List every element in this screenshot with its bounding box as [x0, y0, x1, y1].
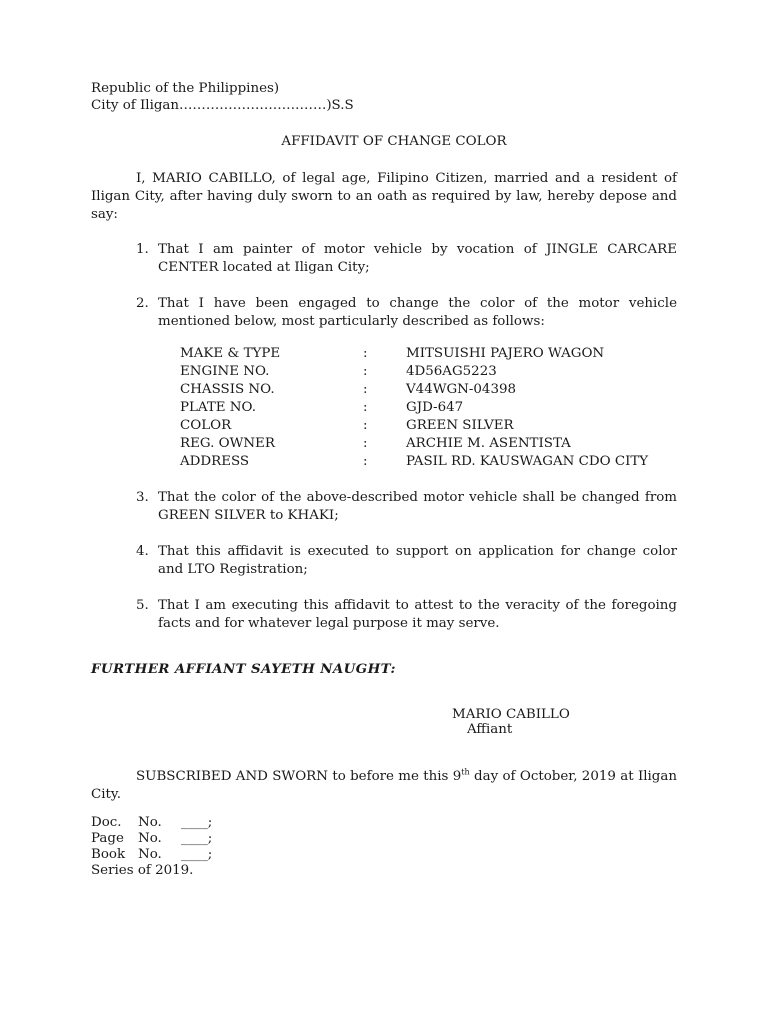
vehicle-label: PLATE NO. [180, 400, 256, 415]
further-affiant-heading: FURTHER AFFIANT SAYETH NAUGHT: [91, 661, 396, 677]
notary-row-label: Doc. [91, 815, 122, 830]
item-number: 1. [136, 242, 149, 257]
vehicle-label: ENGINE NO. [180, 364, 270, 379]
item-text: That I have been engaged to change the color of the motor vehicle mentioned below, most particularly described as follows: [158, 296, 677, 329]
vehicle-value: V44WGN-04398 [406, 382, 517, 397]
header-city: City of Iligan……………………………)S.S [91, 98, 354, 113]
vehicle-label: COLOR [180, 418, 232, 433]
vehicle-row [180, 417, 648, 435]
document-title: AFFIDAVIT OF CHANGE COLOR [281, 134, 507, 149]
vehicle-value: ARCHIE M. ASENTISTA [406, 436, 571, 451]
list-item [136, 241, 677, 277]
jurat-paragraph [91, 768, 677, 804]
vehicle-label: CHASSIS NO. [180, 382, 275, 397]
item-number: 4. [136, 544, 149, 559]
list-item [136, 295, 677, 331]
notary-row-label: Page [91, 831, 124, 846]
item-text: That this affidavit is executed to support on application for change color and LTO Registration; [158, 544, 677, 577]
vehicle-separator: : [363, 364, 368, 379]
affiant-name: MARIO CABILLO [452, 707, 570, 722]
vehicle-label: ADDRESS [180, 454, 250, 469]
item-number: 3. [136, 490, 149, 505]
vehicle-row [180, 435, 648, 453]
vehicle-row [180, 363, 648, 381]
item-text: That the color of the above-described motor vehicle shall be changed from GREEN SILVER to KHAKI; [158, 490, 677, 523]
vehicle-separator: : [363, 454, 368, 469]
vehicle-details-table [180, 345, 648, 471]
notary-row-no: No. [138, 831, 162, 846]
jurat-text-end: day of October, 2019 at Iligan City. [91, 769, 677, 802]
vehicle-value: MITSUISHI PAJERO WAGON [406, 346, 605, 361]
item-text: That I am painter of motor vehicle by vocation of JINGLE CARCARE CENTER located at Iligan City; [158, 242, 677, 275]
affiant-role: Affiant [467, 722, 513, 737]
vehicle-row [180, 381, 648, 399]
vehicle-label: MAKE & TYPE [180, 346, 281, 361]
intro-paragraph: I, MARIO CABILLO, of legal age, Filipino Citizen, married and a resident of Iligan City, after having duly sworn to an oath as required by law, hereby depose and say: [91, 171, 677, 222]
vehicle-label: REG. OWNER [180, 436, 275, 451]
vehicle-row [180, 453, 648, 471]
vehicle-separator: : [363, 382, 368, 397]
notary-row-blank: ____; [181, 831, 213, 846]
list-item [136, 543, 677, 579]
vehicle-value: GREEN SILVER [406, 418, 514, 433]
item-text: That I am executing this affidavit to attest to the veracity of the foregoing facts and for whatever legal purpose it may serve. [158, 598, 677, 631]
vehicle-separator: : [363, 346, 368, 361]
vehicle-value: GJD-647 [406, 400, 464, 415]
jurat-text-start: SUBSCRIBED AND SWORN to before me this 9 [136, 769, 462, 784]
jurat-day-suffix: th [461, 767, 470, 777]
notary-row-no: No. [138, 815, 162, 830]
vehicle-row [180, 399, 648, 417]
vehicle-row [180, 345, 648, 363]
notary-row-blank: ____; [181, 847, 213, 862]
notary-row-no: No. [138, 847, 162, 862]
item-number: 5. [136, 598, 149, 613]
vehicle-value: 4D56AG5223 [406, 364, 497, 379]
list-item [136, 597, 677, 633]
list-item [136, 489, 677, 525]
header-republic: Republic of the Philippines) [91, 81, 280, 96]
vehicle-value: PASIL RD. KAUSWAGAN CDO CITY [406, 454, 649, 469]
item-number: 2. [136, 296, 149, 311]
vehicle-separator: : [363, 418, 368, 433]
notary-row-label: Book [91, 847, 126, 862]
notary-row-blank: ____; [181, 815, 213, 830]
vehicle-separator: : [363, 400, 368, 415]
vehicle-separator: : [363, 436, 368, 451]
notary-series: Series of 2019. [91, 863, 194, 878]
